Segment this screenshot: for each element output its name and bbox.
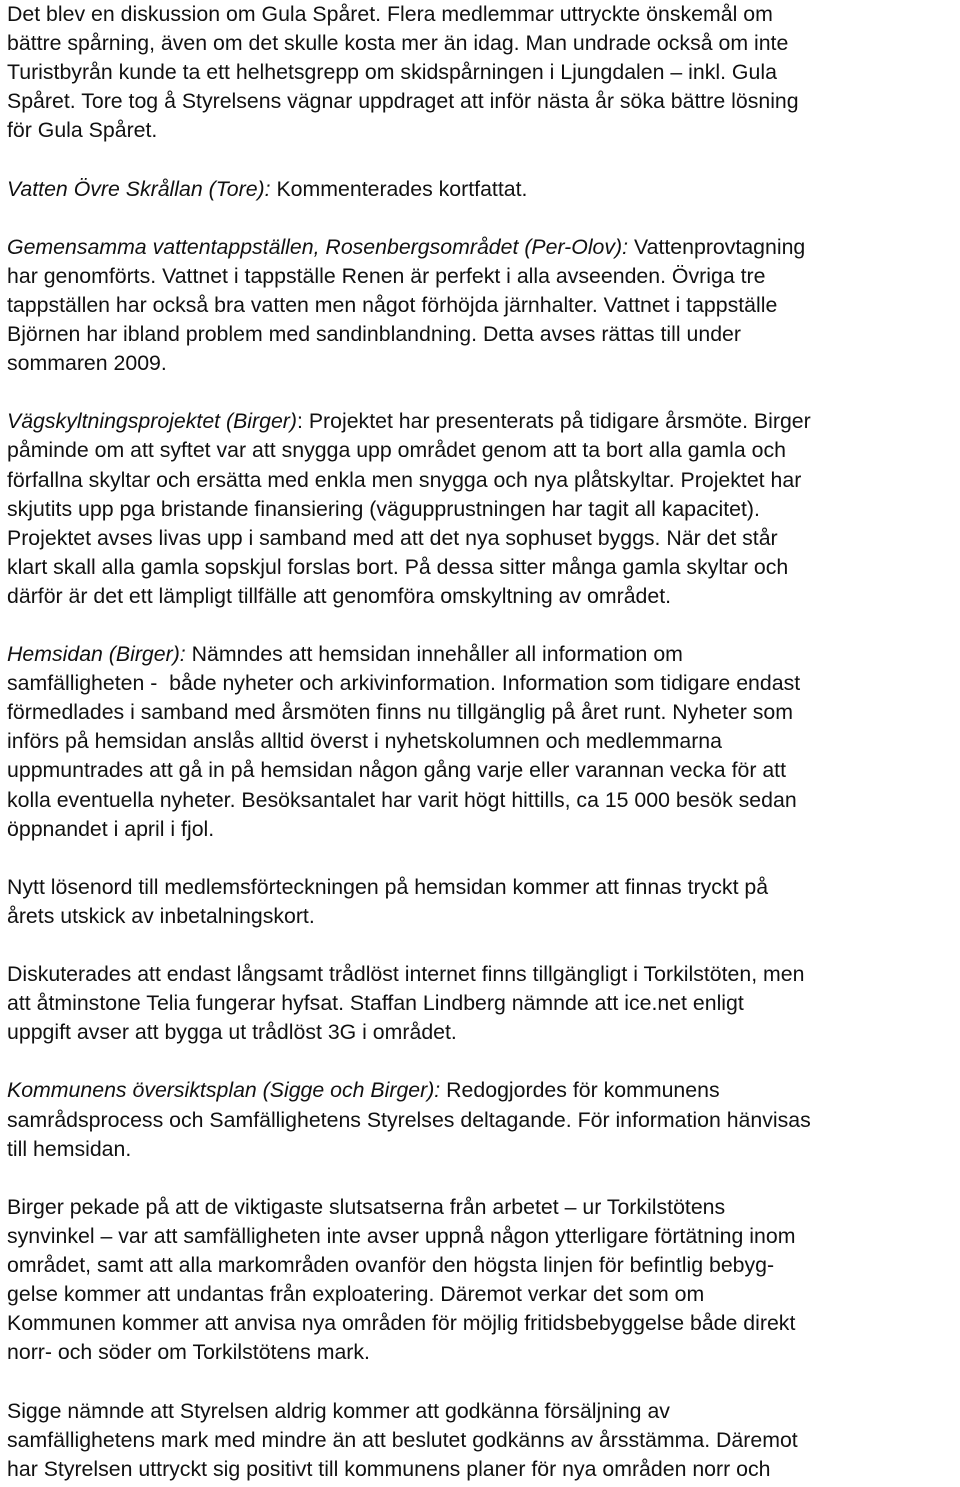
text-line bbox=[7, 1338, 957, 1367]
paragraph bbox=[7, 873, 957, 931]
text-line bbox=[7, 756, 957, 785]
paragraph bbox=[7, 1193, 957, 1368]
text-line bbox=[7, 582, 957, 611]
text-line bbox=[7, 320, 957, 349]
body-text: förfallna skyltar och ersätta med enkla men snygga och nya plåtskyltar. Projektet har bbox=[7, 467, 802, 492]
text-line bbox=[7, 436, 957, 465]
paragraph-gap bbox=[7, 931, 957, 960]
text-line bbox=[7, 407, 957, 436]
body-text: därför är det ett lämpligt tillfälle att genomföra omskyltning av området. bbox=[7, 583, 672, 608]
text-line bbox=[7, 116, 957, 145]
text-line bbox=[7, 960, 957, 989]
text-line bbox=[7, 873, 957, 902]
text-line bbox=[7, 495, 957, 524]
paragraph-gap bbox=[7, 378, 957, 407]
paragraph bbox=[7, 233, 957, 378]
body-text: till hemsidan. bbox=[7, 1136, 132, 1161]
paragraph bbox=[7, 407, 957, 611]
body-text: bättre spårning, även om det skulle kosta mer än idag. Man undrade också om inte bbox=[7, 31, 789, 56]
body-text: Nämndes att hemsidan innehåller all information om bbox=[185, 642, 683, 667]
text-line bbox=[7, 1222, 957, 1251]
text-line bbox=[7, 1193, 957, 1222]
text-line bbox=[7, 524, 957, 553]
section-heading: Gemensamma vattentappställen, Rosenbergsområdet (Per-Olov): bbox=[7, 234, 629, 259]
body-text: området, samt att alla markområden ovanför den högsta linjen för befintlig bebyg- bbox=[7, 1253, 775, 1278]
body-text: har Styrelsen uttryckt sig positivt till kommunens planer för nya områden norr och bbox=[7, 1456, 771, 1481]
body-text: Björnen har ibland problem med sandinblandning. Detta avses rättas till under bbox=[7, 322, 741, 347]
text-line bbox=[7, 58, 957, 87]
section-heading: Vatten Övre Skrållan (Tore): bbox=[7, 176, 271, 201]
body-text: : Projektet har presenterats på tidigare årsmöte. Birger bbox=[297, 409, 811, 434]
body-text: införs på hemsidan anslås alltid överst i nyhetskolumnen och medlemmarna bbox=[7, 729, 722, 754]
text-line bbox=[7, 727, 957, 756]
text-line bbox=[7, 1135, 957, 1164]
body-text: att åtminstone Telia fungerar hyfsat. Staffan Lindberg nämnde att ice.net enligt bbox=[7, 991, 744, 1016]
text-line bbox=[7, 349, 957, 378]
text-line bbox=[7, 553, 957, 582]
body-text: Redogjordes för kommunens bbox=[440, 1078, 720, 1103]
text-line bbox=[7, 1455, 957, 1484]
text-line bbox=[7, 640, 957, 669]
text-line bbox=[7, 1426, 957, 1455]
paragraph bbox=[7, 640, 957, 844]
body-text: skjutits upp pga bristande finansiering (vägupprustningen har tagit all kapacitet). bbox=[7, 496, 760, 521]
text-line bbox=[7, 29, 957, 58]
text-line bbox=[7, 1309, 957, 1338]
body-text: norr- och söder om Torkilstötens mark. bbox=[7, 1340, 370, 1365]
paragraph-gap bbox=[7, 844, 957, 873]
text-line bbox=[7, 1018, 957, 1047]
text-line bbox=[7, 1397, 957, 1426]
body-text: Kommenterades kortfattat. bbox=[270, 176, 528, 201]
body-text: Det blev en diskussion om Gula Spåret. Flera medlemmar uttryckte önskemål om bbox=[7, 2, 773, 26]
body-text: Nytt lösenord till medlemsförteckningen på hemsidan kommer att finnas tryckt på bbox=[7, 874, 769, 899]
text-line bbox=[7, 698, 957, 727]
text-line bbox=[7, 669, 957, 698]
body-text: Birger pekade på att de viktigaste slutsatserna från arbetet – ur Torkilstötens bbox=[7, 1194, 726, 1219]
body-text: Vattenprovtagning bbox=[628, 234, 806, 259]
body-text: Kommunen kommer att anvisa nya områden för möjlig fritidsbebyggelse både direkt bbox=[7, 1311, 796, 1336]
body-text: samfällighetens mark med mindre än att beslutet godkänns av årsstämma. Däremot bbox=[7, 1427, 798, 1452]
text-line bbox=[7, 291, 957, 320]
body-text: förmedlades i samband med årsmöten finns nu tillgänglig på året runt. Nyheter som bbox=[7, 700, 794, 725]
paragraph bbox=[7, 1397, 957, 1484]
body-text: uppgift avser att bygga ut trådlöst 3G i området. bbox=[7, 1020, 457, 1045]
text-line bbox=[7, 815, 957, 844]
body-text: Turistbyrån kunde ta ett helhetsgrepp om skidspårningen i Ljungdalen – inkl. Gula bbox=[7, 60, 777, 85]
paragraph bbox=[7, 960, 957, 1047]
body-text: sommaren 2009. bbox=[7, 351, 167, 376]
paragraph bbox=[7, 0, 957, 145]
body-text: påminde om att syftet var att snygga upp området genom att ta bort alla gamla och bbox=[7, 438, 786, 463]
body-text: uppmuntrades att gå in på hemsidan någon gång varje eller varannan vecka för att bbox=[7, 758, 787, 783]
body-text: årets utskick av inbetalningskort. bbox=[7, 903, 315, 928]
text-line bbox=[7, 902, 957, 931]
text-line bbox=[7, 1076, 957, 1105]
body-text: gelse kommer att undantas från exploatering. Däremot verkar det som om bbox=[7, 1282, 705, 1307]
text-line bbox=[7, 175, 957, 204]
paragraph-gap bbox=[7, 1367, 957, 1396]
body-text: Diskuterades att endast långsamt trådlöst internet finns tillgängligt i Torkilstöten, men bbox=[7, 962, 805, 987]
text-line bbox=[7, 233, 957, 262]
body-text: kolla eventuella nyheter. Besöksantalet har varit högt hittills, ca 15 000 besök sedan bbox=[7, 787, 797, 812]
body-text: samfälligheten - både nyheter och arkivinformation. Information som tidigare endast bbox=[7, 671, 801, 696]
paragraph-gap bbox=[7, 611, 957, 640]
section-heading: Kommunens översiktsplan (Sigge och Birger): bbox=[7, 1078, 441, 1103]
body-text: har genomförts. Vattnet i tappställe Renen är perfekt i alla avseenden. Övriga tre bbox=[7, 263, 766, 288]
document-page bbox=[7, 0, 957, 1484]
text-line bbox=[7, 989, 957, 1018]
text-line bbox=[7, 1251, 957, 1280]
body-text: Projektet avses livas upp i samband med att det nya sophuset byggs. När det står bbox=[7, 525, 778, 550]
paragraph-gap bbox=[7, 204, 957, 233]
section-heading: Vägskyltningsprojektet (Birger) bbox=[7, 409, 297, 434]
paragraph-gap bbox=[7, 145, 957, 174]
body-text: samrådsprocess och Samfällighetens Styrelses deltagande. För information hänvisas bbox=[7, 1107, 811, 1132]
text-line bbox=[7, 0, 957, 29]
paragraph bbox=[7, 1076, 957, 1163]
text-line bbox=[7, 262, 957, 291]
body-text: för Gula Spåret. bbox=[7, 118, 158, 143]
paragraph-gap bbox=[7, 1047, 957, 1076]
body-text: Spåret. Tore tog å Styrelsens vägnar uppdraget att inför nästa år söka bättre lösning bbox=[7, 89, 799, 114]
paragraph-gap bbox=[7, 1164, 957, 1193]
text-line bbox=[7, 1280, 957, 1309]
body-text: synvinkel – var att samfälligheten inte avser uppnå någon ytterligare förtätning inom bbox=[7, 1223, 796, 1248]
section-heading: Hemsidan (Birger): bbox=[7, 642, 186, 667]
text-line bbox=[7, 466, 957, 495]
body-text: Sigge nämnde att Styrelsen aldrig kommer att godkänna försäljning av bbox=[7, 1398, 670, 1423]
paragraph bbox=[7, 175, 957, 204]
body-text: öppnandet i april i fjol. bbox=[7, 816, 215, 841]
text-line bbox=[7, 1106, 957, 1135]
body-text: tappställen har också bra vatten men något förhöjda järnhalter. Vattnet i tappställe bbox=[7, 292, 778, 317]
text-line bbox=[7, 87, 957, 116]
text-line bbox=[7, 786, 957, 815]
body-text: klart skall alla gamla sopskjul forslas bort. På dessa sitter många gamla skyltar och bbox=[7, 554, 789, 579]
